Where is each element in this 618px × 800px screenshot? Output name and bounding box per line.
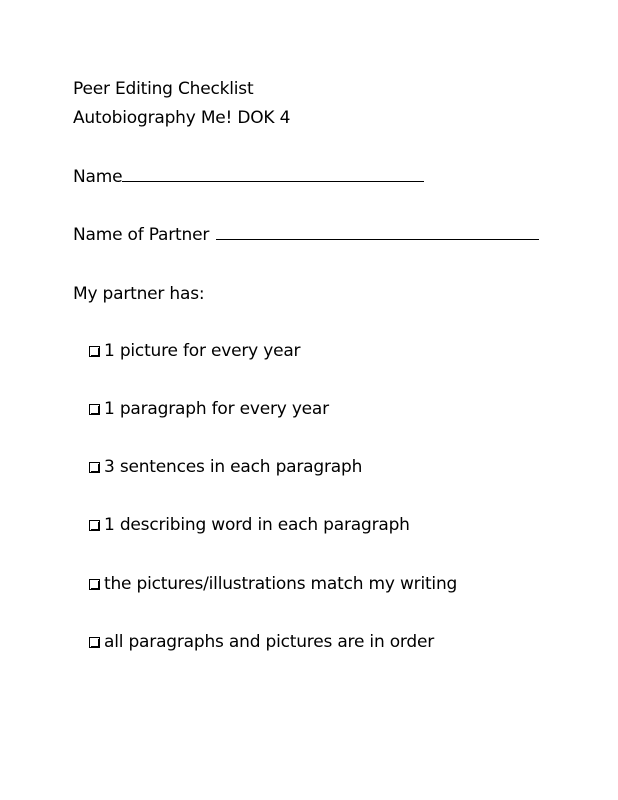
checkbox-icon[interactable] xyxy=(89,637,100,648)
checkbox-icon[interactable] xyxy=(89,462,100,473)
checklist-item-label: 3 sentences in each paragraph xyxy=(104,457,363,477)
checklist-item-label: 1 describing word in each paragraph xyxy=(104,515,410,535)
checklist-item xyxy=(89,340,300,362)
checklist-item xyxy=(89,398,329,420)
worksheet-title: Peer Editing Checklist xyxy=(73,79,254,99)
checklist-item-label: 1 paragraph for every year xyxy=(104,399,329,419)
checkbox-icon[interactable] xyxy=(89,579,100,590)
partner-row xyxy=(73,224,539,246)
checklist-item-label: all paragraphs and pictures are in order xyxy=(104,632,435,652)
partner-label: Name of Partner xyxy=(73,225,210,245)
checklist-item-label: the pictures/illustrations match my writing xyxy=(104,574,458,594)
checkbox-icon[interactable] xyxy=(89,346,100,357)
partner-blank-line[interactable] xyxy=(216,225,539,240)
name-blank-line[interactable] xyxy=(122,167,424,182)
checklist-item xyxy=(89,631,434,653)
worksheet-subtitle: Autobiography Me! DOK 4 xyxy=(73,108,291,128)
name-row xyxy=(73,166,424,188)
name-label: Name xyxy=(73,167,123,187)
checklist-intro: My partner has: xyxy=(73,284,205,304)
checklist-item xyxy=(89,573,457,595)
checklist-item xyxy=(89,514,410,536)
checklist-item xyxy=(89,456,362,478)
checkbox-icon[interactable] xyxy=(89,520,100,531)
checklist-item-label: 1 picture for every year xyxy=(104,341,301,361)
checkbox-icon[interactable] xyxy=(89,404,100,415)
